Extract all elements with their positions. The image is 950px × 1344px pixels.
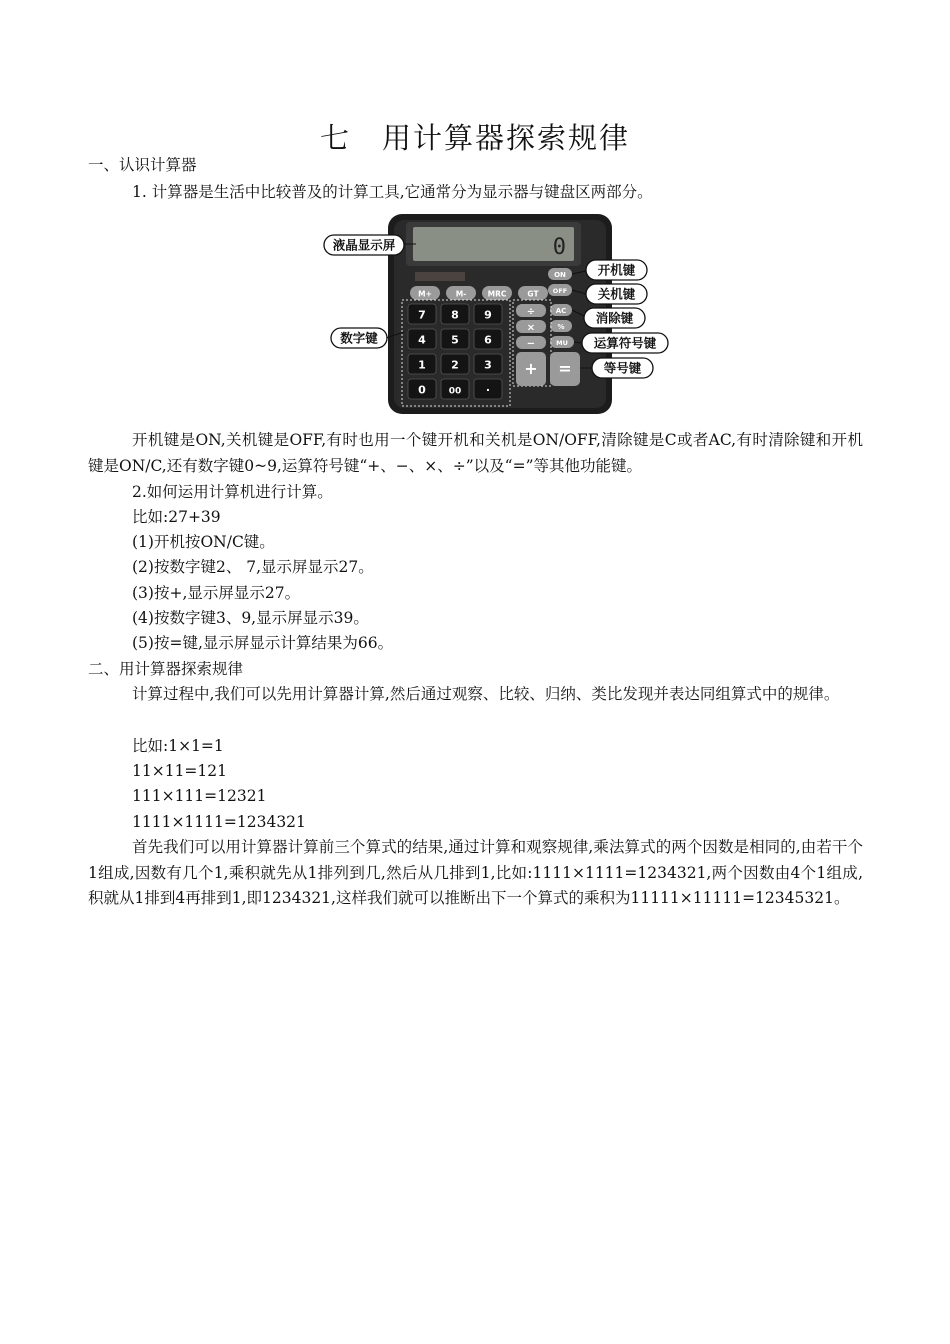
key-equals: =	[558, 359, 572, 378]
section1-item1: 1. 计算器是生活中比较普及的计算工具,它通常分为显示器与键盘区两部分。	[132, 183, 653, 201]
calculator-figure	[318, 206, 670, 418]
number-key-label: 9	[484, 308, 492, 322]
key-minus: −	[526, 338, 536, 350]
number-key-label: 2	[451, 358, 459, 372]
number-key-label: 3	[484, 358, 492, 372]
display-value: 0	[552, 235, 566, 260]
section2-paragraph-2: 首先我们可以用计算器计算前三个算式的结果,通过计算和观察规律,乘法算式的两个因数是相同的,由若干个1组成,因数有几个1,乘积就先从1排列到几,然后从几排到1,比如:1111×1111=1234321,两个因数由4个1组成,积就从1排到4再排到1,即1234321,这样我们就可以推断出下一个算式的乘积为11111×11111=12345321。	[88, 838, 863, 907]
equation-2: 11×11=121	[132, 762, 228, 780]
calculator-illustration	[318, 206, 670, 418]
key-on: ON	[554, 271, 566, 279]
example-line: 比如:27+39	[132, 508, 221, 526]
step-3: (3)按+,显示屏显示27。	[132, 584, 301, 602]
label-off: 关机键	[597, 286, 636, 302]
key-mrc: MRC	[487, 289, 507, 299]
page-title: 七 用计算器探索规律	[319, 121, 630, 155]
number-key-label: 6	[484, 333, 492, 347]
label-operators: 运算符号键	[593, 335, 657, 351]
number-key-label: 5	[451, 333, 459, 347]
step-2: (2)按数字键2、 7,显示屏显示27。	[132, 558, 374, 576]
number-key-label: 4	[418, 333, 426, 347]
section2-heading: 二、用计算器探索规律	[88, 660, 244, 678]
equation-3: 111×111=12321	[132, 787, 267, 805]
solar-panel	[415, 272, 465, 281]
equation-1: 比如:1×1=1	[132, 737, 224, 755]
key-mu: MU	[556, 339, 568, 347]
number-key-label: ·	[485, 383, 491, 397]
key-multiply: ×	[526, 322, 536, 334]
label-equals: 等号键	[603, 360, 642, 376]
key-m-plus: M+	[418, 289, 432, 299]
key-ac: AC	[555, 307, 567, 315]
key-gt: GT	[527, 289, 539, 299]
key-divide: ÷	[526, 306, 536, 318]
key-plus: +	[524, 359, 538, 378]
step-1: (1)开机按ON/C键。	[132, 533, 275, 551]
label-lcd: 液晶显示屏	[332, 237, 396, 253]
section1-item2: 2.如何运用计算机进行计算。	[132, 483, 333, 501]
key-m-minus: M-	[455, 289, 467, 299]
equation-4: 1111×1111=1234321	[132, 813, 306, 831]
number-key-label: 00	[448, 386, 462, 397]
section1-paragraph: 开机键是ON,关机键是OFF,有时也用一个键开机和关机是ON/OFF,清除键是C或者AC,有时清除键和开机键是ON/C,还有数字键0~9,运算符号键“+、−、×、÷”以及“=”等其他功能键。	[88, 431, 863, 475]
key-off: OFF	[552, 287, 568, 295]
number-key-label: 7	[418, 308, 426, 322]
section1-heading: 一、认识计算器	[88, 156, 197, 174]
lcd-display	[413, 227, 574, 261]
step-5: (5)按=键,显示屏显示计算结果为66。	[132, 634, 394, 652]
label-digits: 数字键	[340, 330, 378, 346]
number-key-label: 0	[418, 383, 426, 397]
section2-paragraph-1: 计算过程中,我们可以先用计算器计算,然后通过观察、比较、归纳、类比发现并表达同组算式中的规律。	[132, 685, 840, 703]
number-key-label: 8	[451, 308, 459, 322]
step-4: (4)按数字键3、9,显示屏显示39。	[132, 609, 369, 627]
number-key-label: 1	[418, 358, 426, 372]
label-on: 开机键	[597, 262, 636, 278]
callout-operators	[574, 333, 668, 353]
key-percent: %	[557, 323, 565, 331]
label-clear: 消除键	[595, 310, 634, 326]
